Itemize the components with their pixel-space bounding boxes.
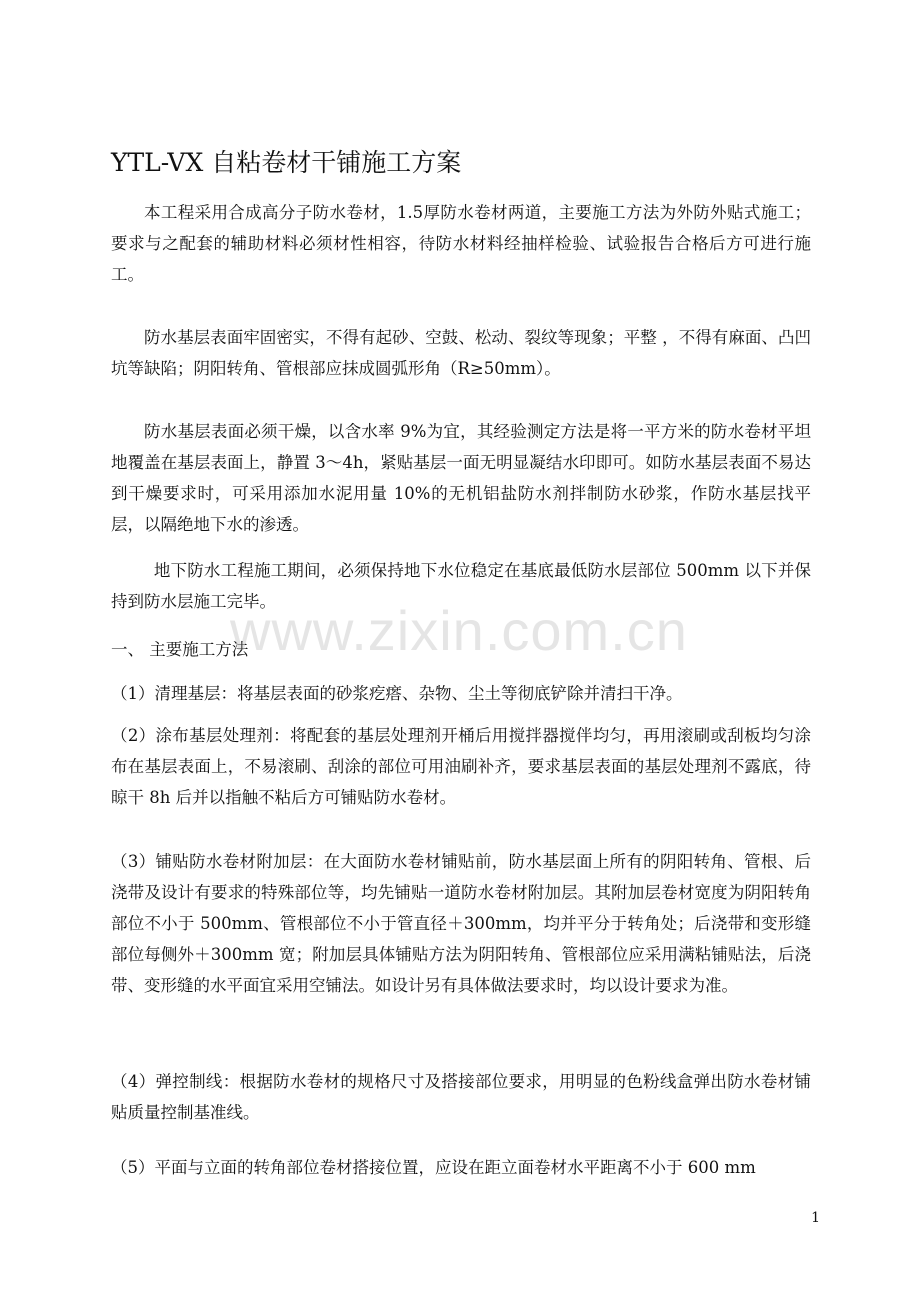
paragraph-1: 本工程采用合成高分子防水卷材，1.5厚防水卷材两道，主要施工方法为外防外贴式施工；要求与之配套的辅助材料必须材性相容，待防水材料经抽样检验、试验报告合格后方可进行施工。 <box>111 203 811 284</box>
step-4: （4）弹控制线：根据防水卷材的规格尺寸及搭接部位要求，用明显的色粉线盒弹出防水卷材铺贴质量控制基准线。 <box>111 1072 811 1122</box>
paragraph-2: 防水基层表面牢固密实，不得有起砂、空鼓、松动、裂纹等现象；平整 ，不得有麻面、凸凹坑等缺陷；阴阳转角、管根部应抹成圆弧形角（R≥50mm）。 <box>111 328 811 378</box>
step-1: （1）清理基层：将基层表面的砂浆疙瘩、杂物、尘土等彻底铲除并清扫干净。 <box>111 684 683 703</box>
paragraph-4: 地下防水工程施工期间，必须保持地下水位稳定在基底最低防水层部位 500mm 以下并保持到防水层施工完毕。 <box>111 561 811 611</box>
step-5: （5）平面与立面的转角部位卷材搭接位置，应设在距立面卷材水平距离不小于 600 mm <box>111 1158 756 1177</box>
section-heading: 一、 主要施工方法 <box>111 640 249 659</box>
step-2: （2）涂布基层处理剂：将配套的基层处理剂开桶后用搅拌器搅伴均匀，再用滚刷或刮板均匀涂布在基层表面上，不易滚刷、刮涂的部位可用油刷补齐，要求基层表面的基层处理剂不露底，待晾干 8h 后并以指触不粘后方可铺贴防水卷材。 <box>111 726 811 807</box>
page-number: 1 <box>811 1210 820 1226</box>
document-title: YTL-VX 自粘卷材干铺施工方案 <box>111 148 462 177</box>
step-3: （3）铺贴防水卷材附加层：在大面防水卷材铺贴前，防水基层面上所有的阴阳转角、管根、后浇带及设计有要求的特殊部位等，均先铺贴一道防水卷材附加层。其附加层卷材宽度为阴阳转角部位不小于 500mm、管根部位不小于管直径＋300mm，均并平分于转角处；后浇带和变形缝部位每侧外＋300mm 宽；附加层具体铺贴方法为阴阳转角、管根部位应采用满粘铺贴法，后浇带、变形缝的水平面宜采用空铺法。如设计另有具体做法要求时，均以设计要求为准。 <box>111 852 811 995</box>
watermark: www.zixin.com.cn <box>230 599 688 662</box>
paragraph-3: 防水基层表面必须干燥，以含水率 9%为宜，其经验测定方法是将一平方米的防水卷材平坦地覆盖在基层表面上，静置 3～4h，紧贴基层一面无明显凝结水印即可。如防水基层表面不易达到干燥要求时，可采用添加水泥用量 10%的无机铝盐防水剂拌制防水砂浆，作防水基层找平层，以隔绝地下水的渗透。 <box>111 422 811 534</box>
